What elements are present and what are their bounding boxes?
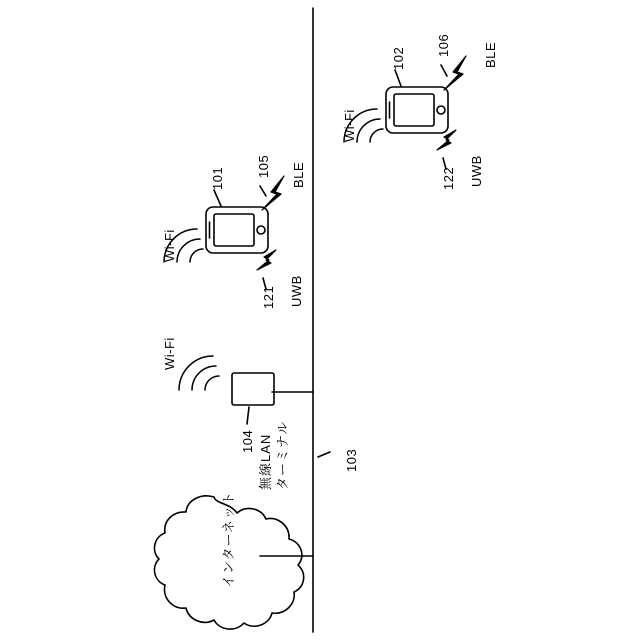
label-internet: インターネット	[221, 491, 236, 588]
ble-bolt-106	[444, 56, 466, 90]
label-wifi-top: Wi-Fi	[342, 109, 357, 142]
ref-121: 121	[261, 285, 276, 309]
ref-101: 101	[210, 166, 225, 190]
leader-line-101	[214, 190, 221, 206]
ref-104: 104	[240, 429, 255, 453]
ref-103: 103	[344, 448, 359, 472]
leader-line-105	[260, 186, 266, 196]
wifi-arcs-bottom	[179, 356, 219, 390]
leader-line-106	[441, 65, 447, 76]
ref-122: 122	[441, 166, 456, 190]
label-wifi-mid: Wi-Fi	[162, 229, 177, 262]
ref-102: 102	[391, 46, 406, 70]
label-ble-top: BLE	[483, 41, 498, 68]
leader-line-102	[395, 70, 401, 86]
label-wifi-bottom: Wi-Fi	[162, 337, 177, 370]
leader-line-103	[318, 452, 330, 457]
wireless-lan-terminal-box	[232, 373, 274, 405]
label-wireless-lan-terminal-line2: ターミナル	[275, 420, 290, 490]
smartphone-102	[386, 87, 448, 133]
label-uwb-top: UWB	[469, 155, 484, 187]
label-uwb-mid: UWB	[289, 275, 304, 307]
leader-line-104	[247, 407, 249, 424]
ble-bolt-105	[262, 176, 284, 210]
label-wireless-lan-terminal-line1: 無線LAN	[258, 433, 273, 490]
ref-106: 106	[436, 33, 451, 57]
ref-105: 105	[256, 154, 271, 178]
smartphone-101	[206, 207, 268, 253]
label-ble-mid: BLE	[291, 161, 306, 188]
